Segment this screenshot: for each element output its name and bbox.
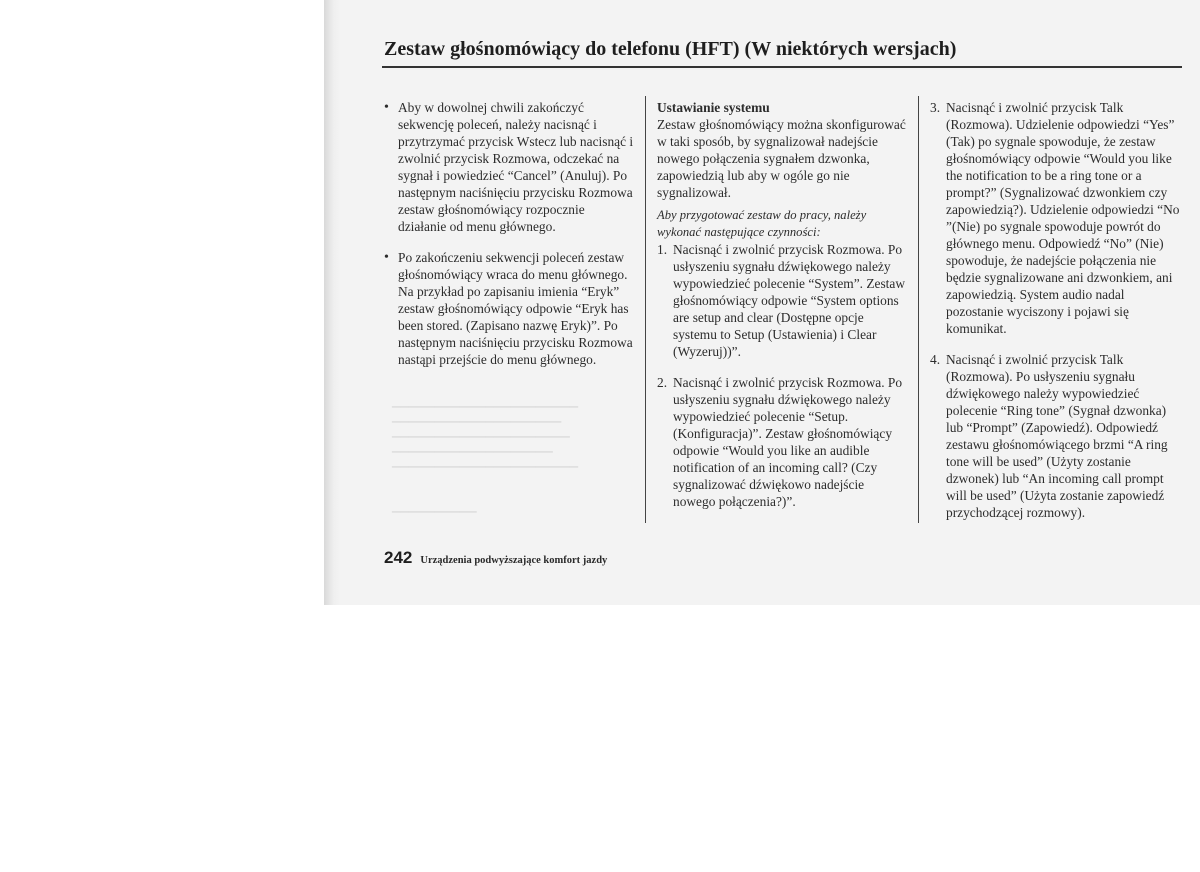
steps-list	[657, 241, 909, 510]
bullet-item: • Aby w dowolnej chwili zakończyć sekwencję poleceń, należy nacisnąć i przytrzymać przycisk Wstecz lub nacisnąć i zwolnić przycisk Rozmowa, odczekać na sygnał i powiedzieć “Cancel” (Anuluj). Po następnym naciśnięciu przycisku Rozmowa zestaw głośnomówiący rozpocznie działanie od menu głównego.	[384, 99, 636, 235]
step-item	[930, 99, 1180, 337]
section-intro: Zestaw głośnomówiący można skonfigurować w taki sposób, by sygnalizował nadejście nowego połączenia sygnałem dzwonka, zapowiedzią lub aby w ogóle go nie sygnalizował.	[657, 117, 906, 200]
bleed-through-column-left: ▁▁▁▁▁▁▁▁▁▁▁▁▁▁▁▁▁▁▁▁▁▁ ▁▁▁▁▁▁▁▁▁▁▁▁▁▁▁▁▁▁▁▁ ▁▁▁▁▁▁▁▁▁▁▁▁▁▁▁▁▁▁▁▁▁ ▁▁▁▁▁▁▁▁▁▁▁▁▁▁▁▁▁▁▁ ▁▁▁▁▁▁▁▁▁▁▁▁▁▁▁▁▁▁▁▁▁▁ ▁▁▁▁▁▁▁▁▁▁	[392, 396, 579, 513]
step-text: Nacisnąć i zwolnić przycisk Talk (Rozmowa). Udzielenie odpowiedzi “Yes” (Tak) po sygnale spowoduje, że zestaw głośnomówiący odpowie “Would you like the notification to be a ring tone or a prompt?” (Sygnalizować dzwonkiem czy zapowiedzią?). Udzielenie odpowiedzi “No ”(Nie) po sygnale spowoduje powrót do głównego menu. Odpowiedź “No” (Nie) spowoduje, że nadejście połączenia nie będzie sygnalizowane ani dzwonkiem, ani zapowiedzią. System audio nadal pozostanie wyciszony i pojawi się komunikat.	[946, 100, 1180, 336]
step-text: Nacisnąć i zwolnić przycisk Talk (Rozmowa). Po usłyszeniu sygnału dźwiękowego należy wypowiedzieć polecenie “Ring tone” (Sygnał dzwonka) lub “Prompt” (Zapowiedź). Odpowiedź zestawu głośnomówiącego brzmi “A ring tone will be used” (Użyty zostanie dzwonek) lub “An incoming call prompt will be used” (Użyta zostanie zapowiedź przychodzącej rozmowy).	[946, 352, 1168, 520]
bullet-item: • Po zakończeniu sekwencji poleceń zestaw głośnomówiący wraca do menu głównego. Na przykład po zapisaniu imienia “Eryk” zestaw głośnomówiący odpowie “Eryk has been stored. (Zapisano nazwę Eryk)”. Po następnym naciśnięciu przycisku Rozmowa nastąpi przejście do menu głównego.	[384, 249, 636, 368]
step-number: 3.	[930, 100, 941, 115]
step-item	[657, 374, 909, 510]
steps-list-continued	[930, 99, 1180, 521]
column-divider-1	[645, 96, 646, 523]
bullet-list	[384, 99, 636, 368]
section-heading: Ustawianie systemu	[657, 100, 770, 115]
page-gutter-shadow	[324, 0, 340, 605]
instruction-text: Aby przygotować zestaw do pracy, należy wykonać następujące czynności:	[657, 208, 867, 239]
step-item	[657, 241, 909, 360]
title-rule	[382, 66, 1182, 68]
step-number: 4.	[930, 352, 941, 367]
column-1	[384, 99, 636, 382]
page-title: Zestaw głośnomówiący do telefonu (HFT) (W niektórych wersjach)	[384, 38, 957, 60]
step-number: 2.	[657, 375, 668, 390]
column-2	[657, 99, 909, 524]
step-number: 1.	[657, 242, 668, 257]
column-3	[930, 99, 1180, 535]
footer-section-title: Urządzenia podwyższające komfort jazdy	[420, 555, 608, 566]
page-number: 242	[384, 548, 413, 567]
step-text: Nacisnąć i zwolnić przycisk Rozmowa. Po usłyszeniu sygnału dźwiękowego należy wypowiedzieć polecenie “System”. Zestaw głośnomówiący odpowie “System options are setup and clear (Dostępne opcje systemu to Setup (Ustawienia) i Clear (Wyzeruj))”.	[673, 242, 906, 359]
page-footer	[384, 548, 607, 568]
step-text: Nacisnąć i zwolnić przycisk Rozmowa. Po usłyszeniu sygnału dźwiękowego należy wypowiedzieć polecenie “Setup. (Konfiguracja)”. Zestaw głośnomówiący odpowie “Would you like an audible notification of an incoming call? (Czy sygnalizować dźwiękowo nadejście nowego połączenia?)”.	[673, 375, 903, 509]
step-item	[930, 351, 1180, 521]
column-divider-2	[918, 96, 919, 523]
